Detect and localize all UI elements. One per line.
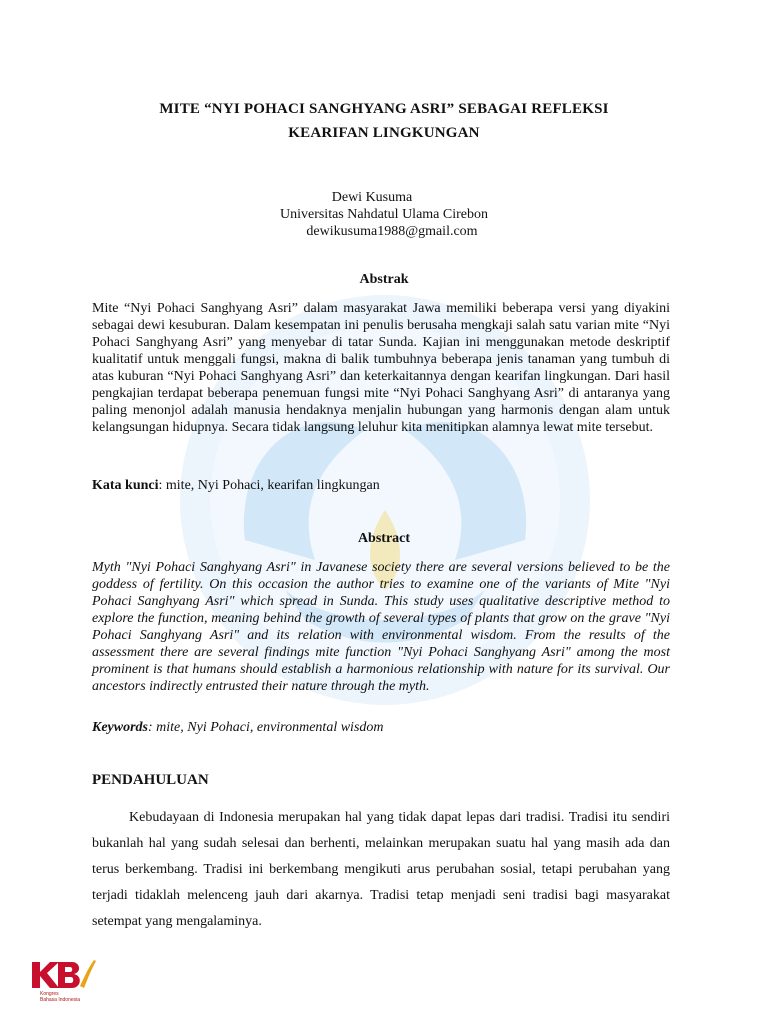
- kata-kunci: [92, 478, 380, 494]
- paper-title-line1: MITE “NYI POHACI SANGHYANG ASRI” SEBAGAI REFLEKSI: [159, 101, 609, 117]
- kata-kunci-label: Kata kunci: [92, 478, 159, 493]
- paper-title-line2: KEARIFAN LINGKUNGAN: [288, 125, 480, 141]
- keywords-values: : mite, Nyi Pohaci, environmental wisdom: [148, 720, 384, 735]
- pendahuluan-text: Kebudayaan di Indonesia merupakan hal yang tidak dapat lepas dari tradisi. Tradisi itu sendiri bukanlah hal yang sudah selesai dan berhenti, melainkan merupakan suatu hal yang masih ada dan terus berkembang. Tradisi ini berkembang mengikuti arus perubahan sosial, tetapi perubahan yang terjadi tidaklah melenceng jauh dari akarnya. Tradisi tetap menjadi seni tradisi bagi masyarakat setempat yang mengalaminya.: [92, 810, 670, 929]
- keywords-label: Keywords: [92, 720, 148, 735]
- author-email: dewikusuma1988@gmail.com: [306, 224, 478, 239]
- keywords: [92, 720, 384, 736]
- section-heading-pendahuluan: PENDAHULUAN: [92, 772, 209, 788]
- author-affiliation: Universitas Nahdatul Ulama Cirebon: [279, 207, 488, 222]
- abstract-text: Myth "Nyi Pohaci Sanghyang Asri" in Javanese society there are several versions believed to be the goddess of fertility. On this occasion the author tries to examine one of the variants of Mite "Nyi Pohaci Sanghyang Asri" which spread in Sunda. This study uses qualitative descriptive method to explore the function, meaning behind the growth of several types of plants that grow on the grave "Nyi Pohaci Sanghyang Asri" and its relation with environmental wisdom. From the results of the assessment there are several findings mite function "Nyi Pohaci Sanghyang Asri" among the most prominent is that humans should establish a harmonious relationship with nature for its survival. Our ancestors indirectly entrusted their nature through the myth.: [92, 560, 670, 694]
- abstrak-text: Mite “Nyi Pohaci Sanghyang Asri” dalam masyarakat Jawa memiliki beberapa versi yang diyakini sebagai dewi kesuburan. Dalam kesempatan ini penulis berusaha mengkaji salah satu varian mite “Nyi Pohaci Sanghyang Asri” yang menyebar di tatar Sunda. Kajian ini menggunakan metode deskriptif kualitatif untuk menggali fungsi, makna di balik tumbuhnya beberapa jenis tanaman yang tumbuh di atas kuburan “Nyi Pohaci Sanghyang Asri” dan keterkaitannya dengan kearifan lingkungan. Dari hasil pengkajian terdapat beberapa penemuan fungsi mite “Nyi Pohaci Sanghyang Asri” di antaranya yang paling menonjol adalah manusia hendaknya menjalin hubungan yang harmonis dengan alam untuk kelangsungan hidupnya. Secara tidak langsung leluhur kita menitipkan alamnya lewat mite tersebut.: [92, 301, 670, 435]
- kata-kunci-values: : mite, Nyi Pohaci, kearifan lingkungan: [158, 478, 380, 493]
- logo-caption-line1: Kongres: [40, 991, 59, 997]
- abstrak-heading: Abstrak: [359, 272, 409, 287]
- logo-caption-line2: Bahasa Indonesia: [40, 997, 81, 1003]
- author-name: Dewi Kusuma: [331, 190, 413, 205]
- abstract-heading: Abstract: [357, 531, 411, 546]
